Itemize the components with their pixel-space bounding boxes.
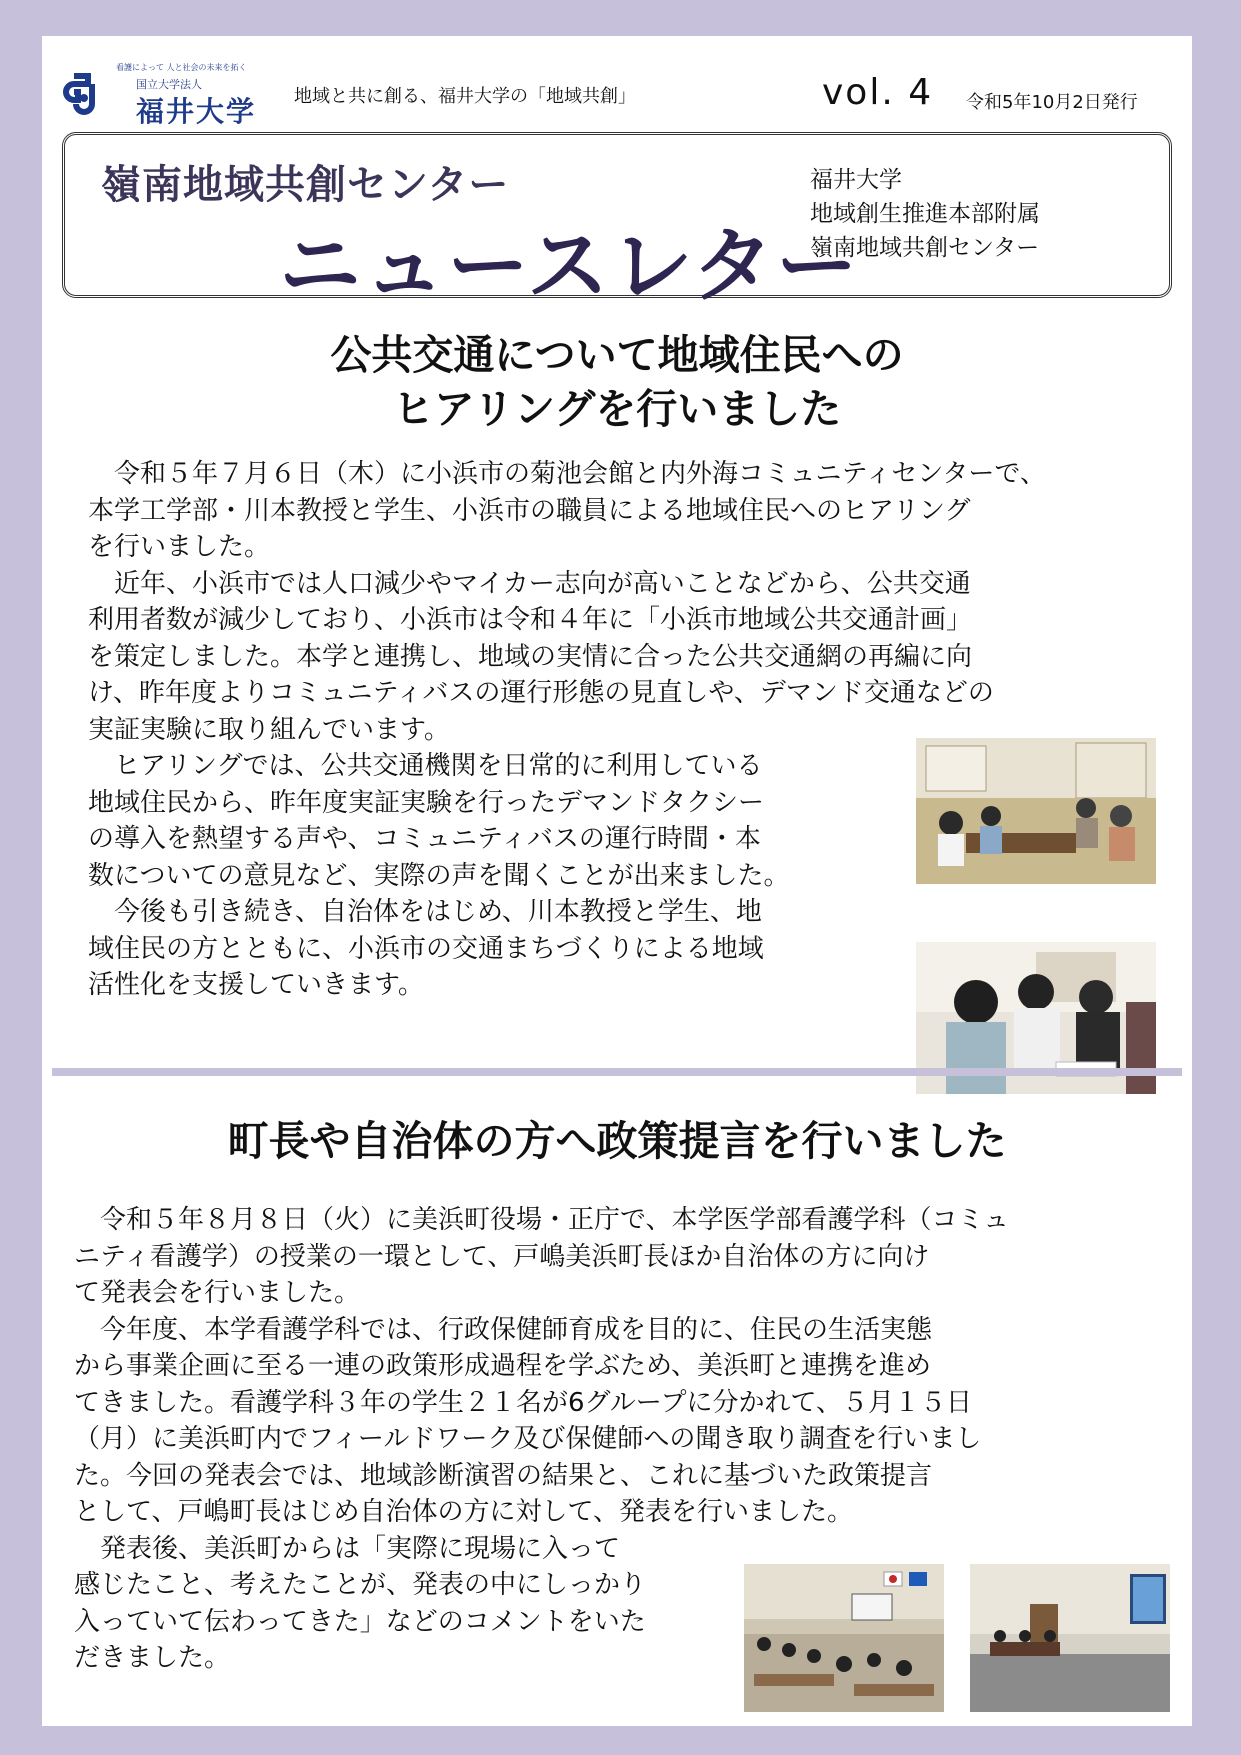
paragraph-line: 令和５年８月８日（火）に美浜町役場・正庁で、本学医学部看護学科（コミュ [74, 1205, 1009, 1235]
paragraph-line: 活性化を支援していきます。 [88, 970, 424, 1000]
logo-name: 福井大学 [136, 95, 257, 128]
org-line: 福井大学 [810, 167, 902, 193]
newsletter-title: ニュースレター [279, 219, 860, 314]
org-line: 地域創生推進本部附属 [810, 201, 1040, 227]
paragraph-line: 令和５年７月６日（木）に小浜市の菊池会館と内外海コミュニティセンターで、 [88, 459, 1046, 489]
logo-tagline: 看護によって 人と社会の未来を拓く [116, 63, 247, 72]
paragraph-line: 今後も引き続き、自治体をはじめ、川本教授と学生、地 [88, 897, 762, 927]
paragraph-line: け、昨年度よりコミュニティバスの運行形態の見直しや、デマンド交通などの [88, 678, 994, 708]
presentation-photo-2 [970, 1564, 1170, 1712]
header-slogan: 地域と共に創る、福井大学の「地域共創」 [294, 86, 636, 107]
paragraph-line: として、戸嶋町長はじめ自治体の方に対して、発表を行いました。 [74, 1497, 853, 1527]
paragraph-line: 実証実験に取り組んでいます。 [88, 714, 450, 745]
paragraph-line: 地域住民から、昨年度実証実験を行ったデマンドタクシー [88, 787, 765, 818]
paragraph-line: 利用者数が減少しており、小浜市は令和４年に「小浜市地域公共交通計画」 [88, 605, 973, 635]
volume-number: vol. 4 [822, 72, 934, 113]
article1-body [88, 456, 1046, 1004]
paragraph-line: 入っていて伝わってきた」などのコメントをいた [74, 1606, 646, 1637]
paragraph-line: を策定しました。本学と連携し、地域の実情に合った公共交通網の再編に向 [88, 641, 973, 672]
paragraph-line: 域住民の方とともに、小浜市の交通まちづくりによる地域 [88, 933, 764, 964]
paragraph-line: （月）に美浜町内でフィールドワーク及び保健師への聞き取り調査を行いまし [74, 1424, 982, 1454]
paragraph-line: ヒアリングでは、公共交通機関を日常的に利用している [88, 751, 763, 781]
org-line: 嶺南地域共創センター [810, 235, 1040, 261]
issue-date: 令和5年10月2日発行 [966, 92, 1138, 113]
presentation-photo-1 [744, 1564, 944, 1712]
organization-block [810, 163, 1040, 265]
article1-heading [42, 328, 1192, 436]
paragraph-line: 数についての意見など、実際の声を聞くことが出来ました。 [88, 860, 790, 891]
paragraph-line: 今年度、本学看護学科では、行政保健師育成を目的に、住民の生活実態 [74, 1314, 933, 1345]
section-divider [52, 1068, 1182, 1076]
paragraph-line: て発表会を行いました。 [74, 1278, 361, 1308]
newsletter-page [42, 36, 1192, 1726]
title-box [62, 132, 1172, 314]
heading-line: 町長や自治体の方へ政策提言を行いました [227, 1117, 1007, 1165]
university-logo [62, 62, 262, 128]
paragraph-line: た。今回の発表会では、地域診断演習の結果と、これに基づいた政策提言 [74, 1460, 933, 1491]
center-name: 嶺南地域共創センター [101, 162, 510, 208]
paragraph-line: だきました。 [74, 1643, 231, 1673]
paragraph-line: ニティ看護学）の授業の一環として、戸嶋美浜町長ほか自治体の方に向け [74, 1241, 930, 1272]
heading-line: 公共交通について地域住民への [330, 331, 904, 379]
paragraph-line: 近年、小浜市では人口減少やマイカー志向が高いことなどから、公共交通 [88, 568, 971, 599]
paragraph-line: てきました。看護学科３年の学生２１名が6グループに分かれて、５月１５日 [74, 1387, 972, 1418]
article2-heading [42, 1114, 1192, 1168]
logo-corporation: 国立大学法人 [136, 78, 202, 91]
paragraph-line: 感じたこと、考えたことが、発表の中にしっかり [74, 1570, 647, 1600]
paragraph-line: を行いました。 [88, 532, 271, 562]
hearing-photo-1 [916, 738, 1156, 884]
paragraph-line: の導入を熱望する声や、コミュニティバスの運行時間・本 [88, 824, 761, 854]
paragraph-line: 本学工学部・川本教授と学生、小浜市の職員による地域住民へのヒアリング [88, 495, 971, 526]
heading-line: ヒアリングを行いました [392, 385, 842, 433]
paragraph-line: 発表後、美浜町からは「実際に現場に入って [74, 1533, 621, 1564]
logo-mark-icon [62, 70, 110, 118]
paragraph-line: から事業企画に至る一連の政策形成過程を学ぶため、美浜町と連携を進め [74, 1351, 931, 1381]
